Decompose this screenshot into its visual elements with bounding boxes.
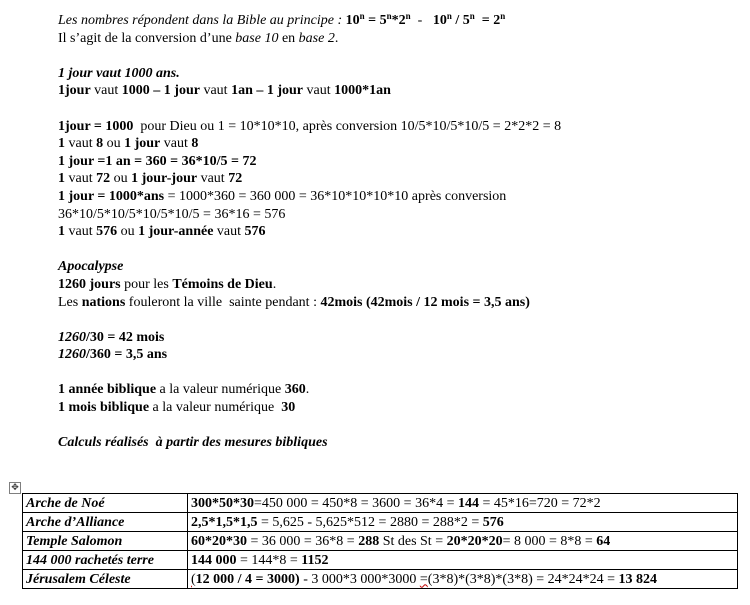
row-label: 144 000 rachetés terre xyxy=(23,551,188,570)
table-row xyxy=(23,532,738,551)
row-label: Jérusalem Céleste xyxy=(23,570,188,589)
row-value: 2,5*1,5*1,5 = 5,625 - 5,625*512 = 2880 = 288*2 = 576 xyxy=(188,513,738,532)
calc-line-4: 1 vaut 72 ou 1 jour-jour vaut 72 xyxy=(58,171,243,187)
formula-1: $10^n = 5^n*2^n$ xyxy=(345,11,411,28)
intro-formula-line xyxy=(58,12,738,30)
table-row xyxy=(23,513,738,532)
row-label: Arche d’Alliance xyxy=(23,513,188,532)
document-page xyxy=(58,12,738,452)
row-label: Temple Salomon xyxy=(23,532,188,551)
row-value: 300*50*30=450 000 = 450*8 = 3600 = 36*4 = 144 = 45*16=720 = 72*2 xyxy=(188,494,738,513)
row-value: 60*20*30 = 36 000 = 36*8 = 288 St des St = 20*20*20= 8 000 = 8*8 = 64 xyxy=(188,532,738,551)
division-line-2: 1260/360 = 3,5 ans xyxy=(58,347,168,363)
intro-text: Les nombres répondent dans la Bible au principe : xyxy=(58,13,346,28)
jour-equivalence-line: 1jour vaut 1000 – 1 jour vaut 1an – 1 jour vaut 1000*1an xyxy=(58,83,391,99)
apocalypse-line-2: Les nations fouleront la ville sainte pendant : 42mois (42mois / 12 mois = 3,5 ans) xyxy=(58,294,530,310)
table-row xyxy=(23,551,738,570)
table-move-handle-icon[interactable]: ✥ xyxy=(9,482,21,494)
biblique-line-1: 1 année biblique a la valeur numérique 360. xyxy=(58,382,310,398)
formula-2: $10^n / 5^n = 2^n$ xyxy=(432,11,506,28)
section-heading-jour: 1 jour vaut 1000 ans. xyxy=(58,65,180,81)
calc-line-7: 1 vaut 576 ou 1 jour-année vaut 576 xyxy=(58,224,266,240)
row-label: Arche de Noé xyxy=(23,494,188,513)
calc-line-5: 1 jour = 1000*ans = 1000*360 = 360 000 = 36*10*10*10*10 après conversion xyxy=(58,188,507,204)
biblique-line-2: 1 mois biblique a la valeur numérique 30 xyxy=(58,400,296,416)
calc-line-6: 36*10/5*10/5*10/5*10/5 = 36*16 = 576 xyxy=(58,206,286,222)
intro-conversion-line: Il s’agit de la conversion d’une base 10 en base 2. xyxy=(58,30,339,46)
formula-separator: - xyxy=(410,13,433,28)
apocalypse-line-1: 1260 jours pour les Témoins de Dieu. xyxy=(58,276,277,292)
calc-table xyxy=(22,493,738,589)
calc-line-3: 1 jour =1 an = 360 = 36*10/5 = 72 xyxy=(58,153,257,169)
table-heading: Calculs réalisés à partir des mesures bibliques xyxy=(58,435,328,451)
division-line-1: 1260/30 = 42 mois xyxy=(58,329,165,345)
row-value: 144 000 = 144*8 = 1152 xyxy=(188,551,738,570)
table-row xyxy=(23,494,738,513)
calc-line-1: 1jour = 1000 pour Dieu ou 1 = 10*10*10, après conversion 10/5*10/5*10/5 = 2*2*2 = 8 xyxy=(58,118,562,134)
row-value: (12 000 / 4 = 3000) - 3 000*3 000*3000 =(3*8)*(3*8)*(3*8) = 24*24*24 = 13 824 xyxy=(188,570,738,589)
table-row xyxy=(23,570,738,589)
calc-line-2: 1 vaut 8 ou 1 jour vaut 8 xyxy=(58,136,199,152)
section-heading-apocalypse: Apocalypse xyxy=(58,259,124,275)
